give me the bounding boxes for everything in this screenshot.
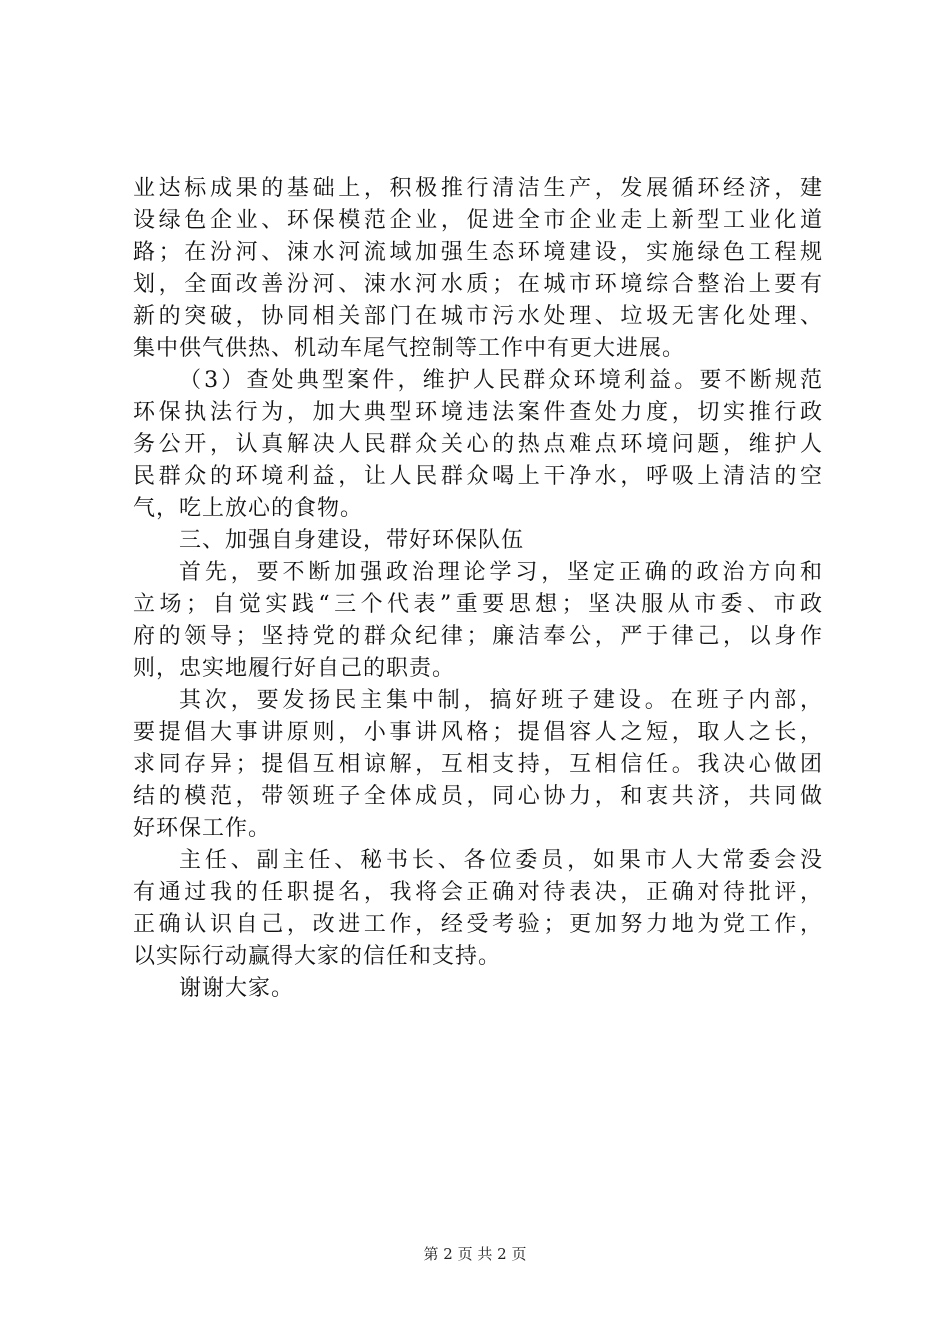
paragraph-first-line: 其次，要发扬民主集中制，搞好班子建设。在班子内部， xyxy=(179,688,823,713)
text-line: 气，吃上放心的食物。 xyxy=(133,496,364,521)
paragraph-first-line: （3）查处典型案件，维护人民群众环境利益。要不断规范 xyxy=(179,368,823,393)
text-line: 府的领导；坚持党的群众纪律；廉洁奉公，严于律己，以身作 xyxy=(133,624,823,649)
text-line: 求同存异；提倡互相谅解，互相支持，互相信任。我决心做团 xyxy=(133,752,823,777)
page-number-label: 第 2 页 共 2 页 xyxy=(423,1245,527,1263)
text-line: 路；在汾河、涑水河流域加强生态环境建设，实施绿色工程规 xyxy=(133,240,823,265)
text-line: 划，全面改善汾河、涑水河水质；在城市环境综合整治上要有 xyxy=(133,272,823,297)
body-text xyxy=(133,173,823,1005)
text-line: 设绿色企业、环保模范企业，促进全市企业走上新型工业化道 xyxy=(133,208,823,233)
text-line: 立场；自觉实践“三个代表”重要思想；坚决服从市委、市政 xyxy=(133,592,823,617)
text-line: 有通过我的任职提名，我将会正确对待表决，正确对待批评， xyxy=(133,880,823,905)
text-line: 以实际行动赢得大家的信任和支持。 xyxy=(133,944,502,969)
text-line: 集中供气供热、机动车尾气控制等工作中有更大进展。 xyxy=(133,336,686,361)
text-line: 民群众的环境利益，让人民群众喝上干净水，呼吸上清洁的空 xyxy=(133,464,823,489)
text-line: 要提倡大事讲原则，小事讲风格；提倡容人之短，取人之长， xyxy=(133,720,823,745)
text-line: 业达标成果的基础上，积极推行清洁生产，发展循环经济，建 xyxy=(133,176,823,201)
section-heading: 三、加强自身建设，带好环保队伍 xyxy=(179,528,525,553)
text-line: 新的突破，协同相关部门在城市污水处理、垃圾无害化处理、 xyxy=(133,304,823,329)
text-line: 正确认识自己，改进工作，经受考验；更加努力地为党工作， xyxy=(133,912,823,937)
page-footer xyxy=(0,1244,950,1264)
text-line: 环保执法行为，加大典型环境违法案件查处力度，切实推行政 xyxy=(133,400,823,425)
paragraph-first-line: 首先，要不断加强政治理论学习，坚定正确的政治方向和 xyxy=(179,560,823,585)
closing-line: 谢谢大家。 xyxy=(179,976,295,1001)
text-line: 务公开，认真解决人民群众关心的热点难点环境问题，维护人 xyxy=(133,432,823,457)
text-line: 结的模范，带领班子全体成员，同心协力，和衷共济，共同做 xyxy=(133,784,823,809)
text-line: 则，忠实地履行好自己的职责。 xyxy=(133,656,456,681)
text-line: 好环保工作。 xyxy=(133,816,272,841)
paragraph-first-line: 主任、副主任、秘书长、各位委员，如果市人大常委会没 xyxy=(179,848,823,873)
